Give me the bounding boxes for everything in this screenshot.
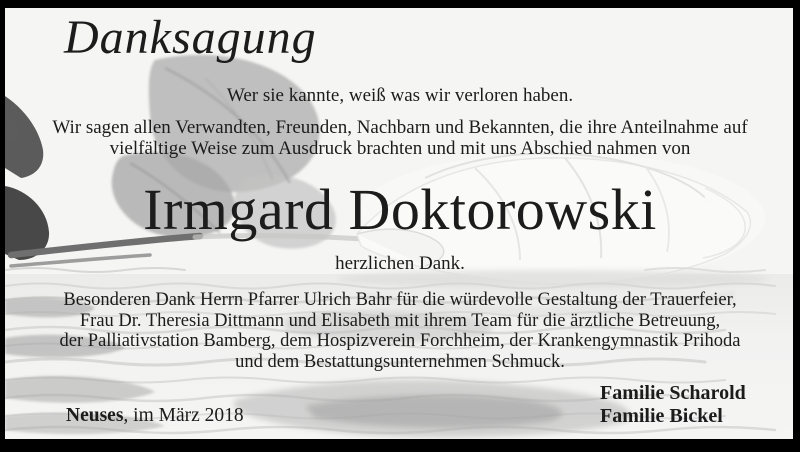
signature-family-bickel: Familie Bickel <box>600 404 723 427</box>
acknowledgement-paragraph <box>0 117 800 159</box>
signature-family-scharold: Familie Scharold <box>600 382 746 404</box>
family-signatures <box>600 382 746 427</box>
acknowledgement-line-1: Wir sagen allen Verwandten, Freunden, Nachbarn und Bekannten, die ihre Anteilnahme auf <box>52 117 748 138</box>
special-thanks-line-3: der Palliativstation Bamberg, dem Hospizverein Forchheim, der Krankengymnastik Prihoda <box>59 331 741 351</box>
acknowledgement-line-2: vielfältige Weise zum Ausdruck brachten und mit uns Abschied nahmen von <box>109 138 691 159</box>
special-thanks-line-4: und dem Bestattungsunternehmen Schmuck. <box>235 351 565 372</box>
intro-line: Wer sie kannte, weiß was wir verloren haben. <box>226 85 574 106</box>
thanks-phrase: herzlichen Dank. <box>335 253 465 274</box>
special-thanks-line-2: Frau Dr. Theresia Dittmann und Elisabeth mit ihrem Team für die ärztliche Betreuung, <box>79 310 721 331</box>
place-name: Neuses <box>66 405 124 426</box>
special-thanks-line-1: Besonderen Dank Herrn Pfarrer Ulrich Bahr für die würdevolle Gestaltung der Trauerfeier, <box>63 290 737 310</box>
place-and-date <box>66 404 244 427</box>
notice-title: Danksagung <box>64 11 317 64</box>
deceased-name: Irmgard Doktorowski <box>143 177 657 242</box>
special-thanks-paragraph <box>0 290 800 372</box>
date-text: , im März 2018 <box>123 405 244 426</box>
